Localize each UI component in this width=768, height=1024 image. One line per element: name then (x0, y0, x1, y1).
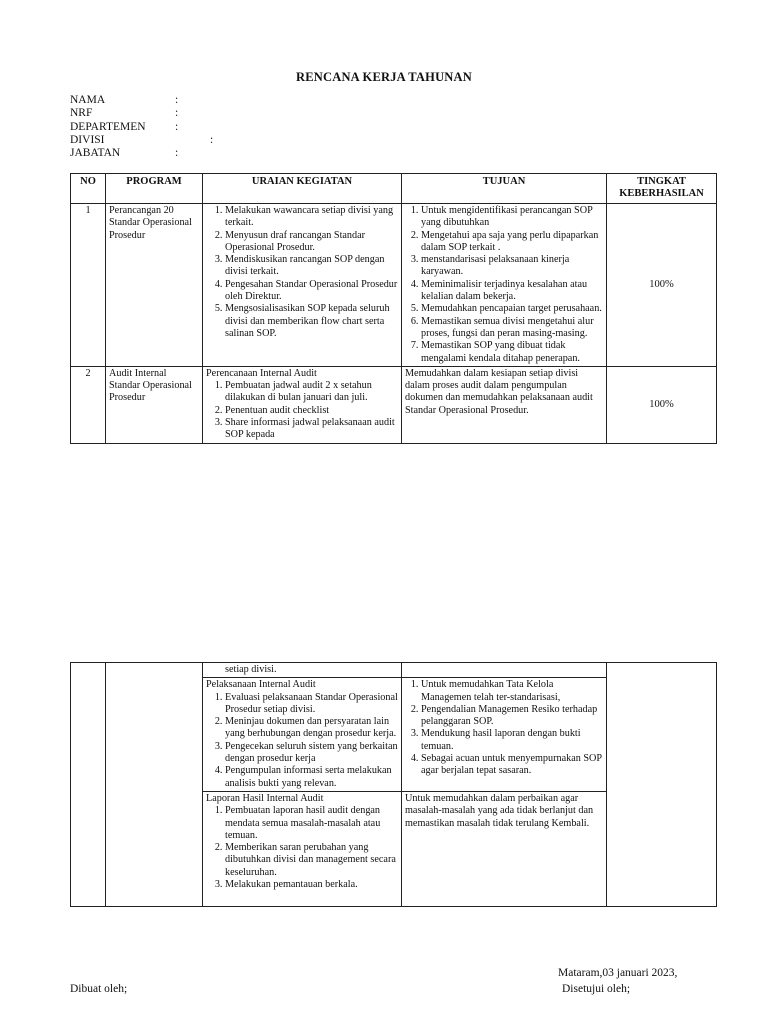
tujuan-cell (402, 678, 607, 792)
list-item: 2. Mengetahui apa saja yang perlu dipaparkan dalam SOP terkait . (421, 230, 603, 255)
empty-no-cell (71, 663, 106, 907)
table-row (71, 366, 717, 443)
info-label: DIVISI (70, 133, 105, 146)
info-row-divisi (70, 133, 214, 147)
info-row-departemen (70, 120, 179, 134)
header-no: NO (71, 174, 106, 204)
approved-by-label: Disetujui oleh; (562, 983, 631, 995)
header-tujuan: TUJUAN (402, 174, 607, 204)
made-by-label: Dibuat oleh; (70, 983, 128, 995)
info-row-nama (70, 94, 179, 107)
list-item: 2. Menyusun draf rancangan Standar Operasional Prosedur. (225, 230, 398, 255)
list-item: 3. Mendukung hasil laporan dengan bukti temuan. (421, 728, 603, 753)
list-item: 1. Pembuatan jadwal audit 2 x setahun dilakukan di bulan januari dan juli. (225, 380, 398, 405)
uraian-cell (203, 366, 402, 443)
section-heading: Laporan Hasil Internal Audit (206, 792, 324, 804)
list-item: 7. Memastikan SOP yang dibuat tidak mengalami kendala ditahap penerapan. (421, 340, 603, 365)
row-number: 1 (71, 204, 106, 367)
uraian-cell (203, 204, 402, 367)
empty-tingkat-cell (607, 663, 717, 907)
header-tingkat: TINGKAT KEBERHASILAN (607, 174, 717, 204)
uraian-cell (203, 791, 402, 906)
info-colon: : (175, 107, 179, 120)
list-item: 1. Evaluasi pelaksanaan Standar Operasional Prosedur setiap divisi. (225, 692, 398, 717)
info-row-nrf (70, 107, 179, 120)
list-item: 4. Pengesahan Standar Operasional Prosedur oleh Direktur. (225, 279, 398, 304)
identity-block (70, 94, 214, 160)
list-item: 2. Meninjau dokumen dan persyaratan lain yang berhubungan dengan prosedur kerja. (225, 716, 398, 741)
success-rate: 100% (607, 204, 717, 367)
list-item: 4. Sebagai acuan untuk menyempurnakan SOP agar berjalan tepat sasaran. (421, 753, 603, 778)
row-number: 2 (71, 366, 106, 443)
section-heading: Pelaksanaan Internal Audit (206, 679, 316, 691)
tujuan-cell: Memudahkan dalam kesiapan setiap divisi dalam proses audit dalam pengumpulan dokumen dan memudahkan pelaksanaan audit Standar Operasional Prosedur. (402, 366, 607, 443)
tujuan-cell (402, 204, 607, 367)
tujuan-cell: Untuk memudahkan dalam perbaikan agar masalah-masalah yang ada tidak berlanjut dan memastikan masalah tidak terulang Kembali. (402, 791, 607, 906)
list-item: 1. Untuk memudahkan Tata Kelola Managemen telah ter-standarisasi, (421, 679, 603, 704)
list-item: 3. Pengecekan seluruh sistem yang berkaitan dengan prosedur kerja (225, 741, 398, 766)
list-item: 5. Memudahkan pencapaian target perusahaan. (421, 303, 603, 315)
list-item: 1. Pembuatan laporan hasil audit dengan mendata semua masalah-masalah atau temuan. (225, 805, 398, 842)
carry-over-text: setiap divisi. (203, 663, 402, 678)
list-item: 4. Meminimalisir terjadinya kesalahan atau kelalian dalam bekerja. (421, 279, 603, 304)
info-label: NAMA (70, 94, 106, 106)
list-item: 4. Pengumpulan informasi serta melakukan analisis bukti yang relevan. (225, 765, 398, 790)
info-colon: : (175, 120, 179, 133)
header-program: PROGRAM (106, 174, 203, 204)
section-heading: Perencanaan Internal Audit (206, 367, 317, 379)
header-uraian: URAIAN KEGIATAN (203, 174, 402, 204)
list-item: 6. Memastikan semua divisi mengetahui alur proses, fungsi dan peran masing-masing. (421, 316, 603, 341)
uraian-cell (203, 678, 402, 792)
list-item: 2. Pengendalian Managemen Resiko terhadap pelanggaran SOP. (421, 704, 603, 729)
list-item: 3. Melakukan pemantauan berkala. (225, 879, 398, 891)
info-label: NRF (70, 107, 93, 120)
empty-tujuan-cell (402, 663, 607, 678)
success-rate: 100% (607, 366, 717, 443)
list-item: 3. Mendiskusikan rancangan SOP dengan divisi terkait. (225, 254, 398, 279)
table-row (71, 204, 717, 367)
list-item: 3. menstandarisasi pelaksanaan kinerja karyawan. (421, 254, 603, 279)
info-colon: : (175, 94, 179, 106)
list-item: 3. Share informasi jadwal pelaksanaan audit SOP kepada (225, 417, 398, 442)
list-item: 2. Penentuan audit checklist (225, 405, 398, 417)
info-colon: : (175, 147, 179, 160)
program-cell: Audit Internal Standar Operasional Prosedur (106, 366, 203, 443)
list-item: 1. Melakukan wawancara setiap divisi yang terkait. (225, 205, 398, 230)
empty-program-cell (106, 663, 203, 907)
list-item: 2. Memberikan saran perubahan yang dibutuhkan divisi dan management secara keseluruhan. (225, 842, 398, 879)
program-cell: Perancangan 20 Standar Operasional Prosedur (106, 204, 203, 367)
info-row-jabatan (70, 147, 179, 160)
info-label: JABATAN (70, 147, 121, 160)
work-plan-table (70, 173, 717, 444)
list-item: 5. Mengsosialisasikan SOP kepada seluruh divisi dan memberikan flow chart serta salinan SOP. (225, 303, 398, 340)
place-date: Mataram,03 januari 2023, (558, 967, 678, 979)
table-header-row (71, 174, 717, 204)
info-colon: : (210, 133, 214, 146)
table-row (71, 663, 717, 678)
work-plan-table-continued (70, 662, 717, 907)
list-item: 1. Untuk mengidentifikasi perancangan SOP yang dibutuhkan (421, 205, 603, 230)
info-label: DEPARTEMEN (70, 120, 146, 133)
document-title: RENCANA KERJA TAHUNAN (296, 70, 472, 84)
